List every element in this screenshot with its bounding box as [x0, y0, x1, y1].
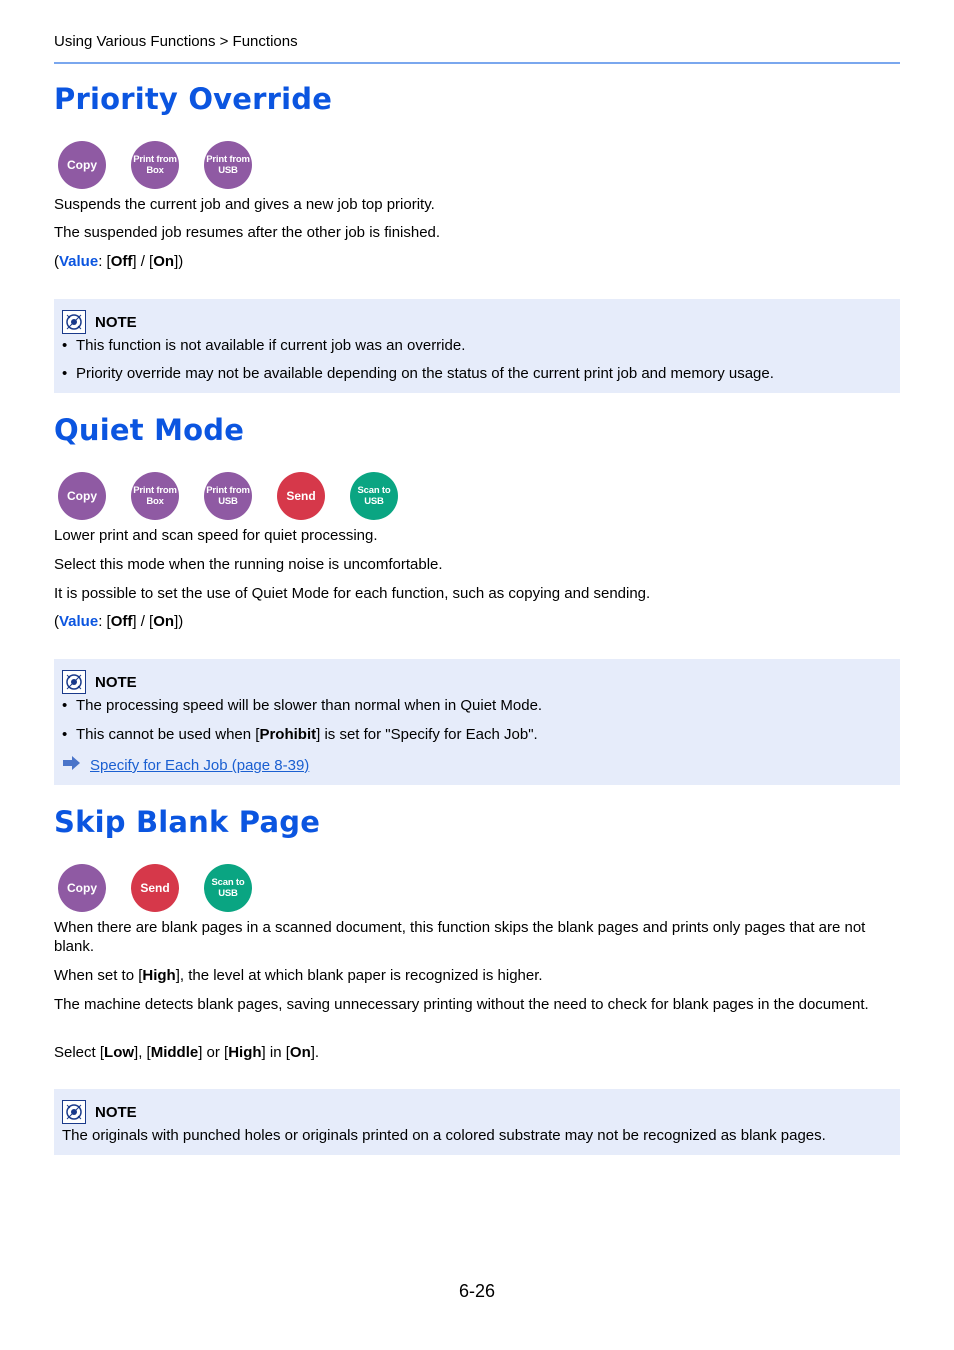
function-badges-skip-blank-page [58, 864, 252, 912]
scan-to-usb-badge: Scan to USB [350, 472, 398, 520]
page-number: 6-26 [458, 1281, 496, 1301]
breadcrumb: Using Various Functions > Functions [54, 33, 298, 50]
body-text: The machine detects blank pages, saving unnecessary printing without the need to check for blank pages in the document. [54, 996, 869, 1013]
note-icon [62, 1100, 86, 1124]
note-title: NOTE [95, 673, 137, 691]
copy-badge: Copy [58, 141, 106, 189]
function-badges-quiet-mode [58, 472, 398, 520]
note-box [54, 1089, 900, 1155]
note-icon [62, 670, 86, 694]
note-box [54, 299, 900, 393]
value-label: Value [59, 613, 99, 630]
note-box [54, 659, 900, 785]
send-badge: Send [131, 864, 179, 912]
scan-to-usb-badge: Scan to USB [204, 864, 252, 912]
value-line: (Value: [Off] / [On]) [54, 613, 184, 630]
body-text: The suspended job resumes after the other job is finished. [54, 224, 441, 241]
value-label: Value [59, 253, 99, 270]
note-title: NOTE [95, 1103, 137, 1121]
specify-for-each-job-link[interactable]: Specify for Each Job (page 8-39) [90, 757, 310, 774]
note-title: NOTE [95, 313, 137, 331]
print-from-usb-badge: Print from USB [204, 141, 252, 189]
note-icon [62, 310, 86, 334]
body-text: Select this mode when the running noise is uncomfortable. [54, 556, 443, 573]
body-text: Lower print and scan speed for quiet processing. [54, 527, 378, 544]
note-bullet: • This function is not available if current job was an override. [62, 337, 466, 354]
note-bullet: • This cannot be used when [Prohibit] is set for "Specify for Each Job". [62, 726, 538, 743]
print-from-box-badge: Print from Box [131, 141, 179, 189]
body-text: When there are blank pages in a scanned document, this function skips the blank pages and prints only pages that are not blank. [54, 919, 866, 955]
section-title-quiet-mode: Quiet Mode [54, 413, 245, 447]
arrow-right-icon [62, 756, 82, 775]
section-title-priority-override: Priority Override [54, 82, 333, 116]
function-badges-priority-override [58, 141, 252, 189]
send-badge: Send [277, 472, 325, 520]
copy-badge: Copy [58, 864, 106, 912]
body-text: When set to [High], the level at which blank paper is recognized is higher. [54, 967, 543, 984]
note-text: The originals with punched holes or originals printed on a colored substrate may not be recognized as blank pages. [62, 1127, 826, 1144]
note-bullet: • Priority override may not be available depending on the status of the current print job and memory usage. [62, 365, 774, 382]
body-text: It is possible to set the use of Quiet Mode for each function, such as copying and sending. [54, 585, 651, 602]
copy-badge: Copy [58, 472, 106, 520]
note-bullet: • The processing speed will be slower than normal when in Quiet Mode. [62, 697, 543, 714]
section-title-skip-blank-page: Skip Blank Page [54, 805, 321, 839]
print-from-box-badge: Print from Box [131, 472, 179, 520]
value-line: (Value: [Off] / [On]) [54, 253, 184, 270]
body-text: Suspends the current job and gives a new job top priority. [54, 196, 435, 213]
header-rule [54, 62, 900, 64]
print-from-usb-badge: Print from USB [204, 472, 252, 520]
body-text: Select [Low], [Middle] or [High] in [On]. [54, 1044, 320, 1061]
